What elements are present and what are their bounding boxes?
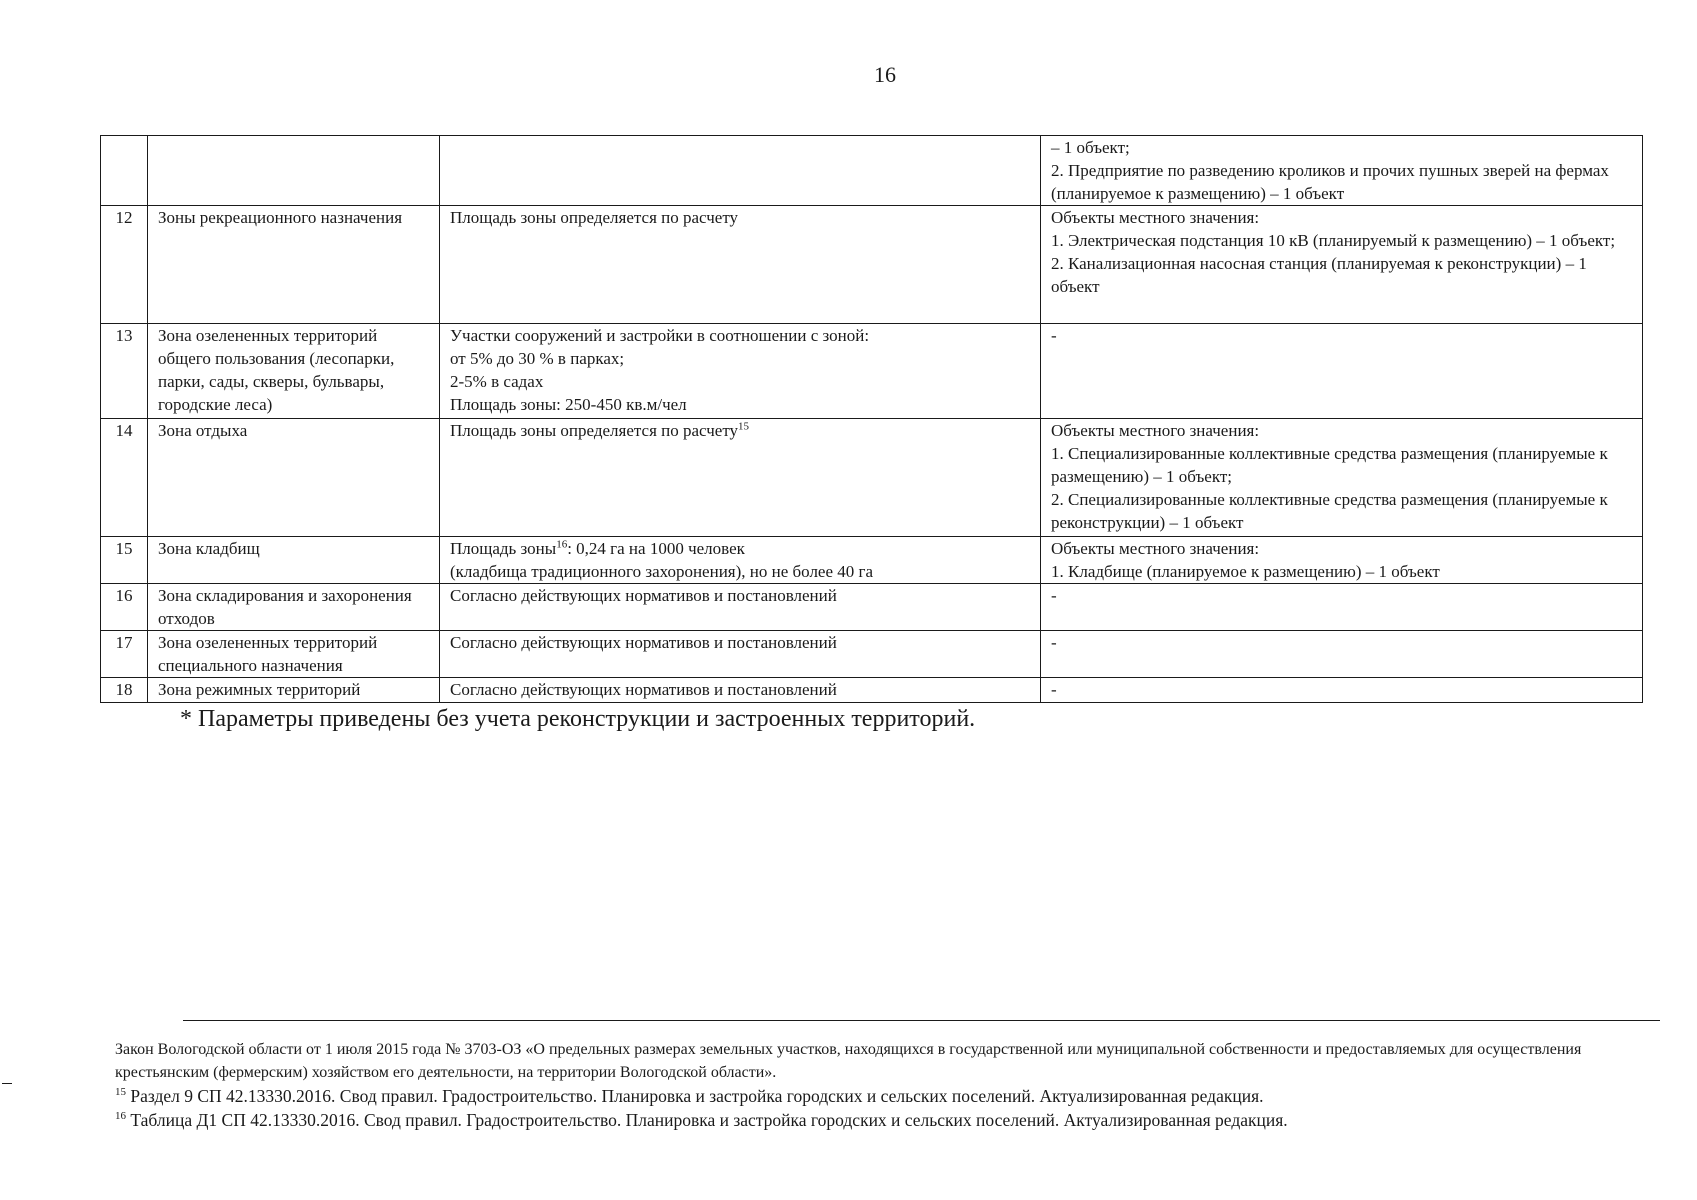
footnote-mark-15: 15 [115, 1086, 126, 1099]
footnote-separator [183, 1020, 1660, 1021]
cell-objects: – 1 объект; 2. Предприятие по разведению кроликов и прочих пушных зверей на фермах (планируемое к размещению) – 1 объект [1041, 136, 1643, 206]
cell-num: 14 [101, 419, 148, 537]
cell-params: Площадь зоны$^{16}$: 0,24 га на 1000 человек (кладбища традиционного захоронения), но не более 40 га [440, 537, 1041, 584]
footnotes [115, 1038, 1645, 1132]
cell-num [101, 136, 148, 206]
cell-objects: - [1041, 631, 1643, 678]
margin-mark [2, 1083, 12, 1084]
table-row-15 [101, 537, 1643, 584]
cell-params: Согласно действующих нормативов и постановлений [440, 678, 1041, 703]
footnote-law: Закон Вологодской области от 1 июля 2015 года № 3703-ОЗ «О предельных размерах земельных участков, находящихся в государственной или муниципальной собственности и предоставляемых для осуществления крестьянским (фермерским) хозяйством его деятельности, на территории Вологодской области». [115, 1041, 1582, 1081]
cell-params: Участки сооружений и застройки в соотношении с зоной: от 5% до 30 % в парках; 2-5% в садах Площадь зоны: 250-450 кв.м/чел [440, 324, 1041, 419]
cell-objects: Объекты местного значения: 1. Специализированные коллективные средства размещения (планируемые к размещению) – 1 объект; 2. Специализированные коллективные средства размещения (планируемые к реконструкции) – 1 объект [1041, 419, 1643, 537]
cell-zone: Зона кладбищ [148, 537, 440, 584]
cell-zone: Зона озелененных территорий специального назначения [148, 631, 440, 678]
footnote-mark-16: 16 [115, 1110, 126, 1123]
footnote-ref-16: 16 [556, 538, 568, 551]
table-row-12 [101, 206, 1643, 324]
zones-table [100, 135, 1643, 703]
cell-zone: Зона режимных территорий [148, 678, 440, 703]
footnote-16: $^{16}$ Таблица Д1 СП 42.13330.2016. Свод правил. Градостроительство. Планировка и застройка городских и сельских поселений. Актуализированная редакция. [115, 1110, 1288, 1130]
footnote-ref-15: 15 [738, 420, 750, 433]
cell-num: 13 [101, 324, 148, 419]
cell-num: 17 [101, 631, 148, 678]
cell-num: 15 [101, 537, 148, 584]
footnote-15: $^{15}$ Раздел 9 СП 42.13330.2016. Свод правил. Градостроительство. Планировка и застройка городских и сельских поселений. Актуализированная редакция. [115, 1086, 1264, 1106]
cell-params: Согласно действующих нормативов и постановлений [440, 584, 1041, 631]
table-row-continuation [101, 136, 1643, 206]
table-row-16 [101, 584, 1643, 631]
table-note: * Параметры приведены без учета реконструкции и застроенных территорий. [180, 706, 976, 732]
cell-num: 12 [101, 206, 148, 324]
cell-num: 16 [101, 584, 148, 631]
cell-zone: Зона озелененных территорий общего пользования (лесопарки, парки, сады, скверы, бульвары, городские леса) [148, 324, 440, 419]
cell-objects: - [1041, 678, 1643, 703]
cell-num: 18 [101, 678, 148, 703]
cell-zone: Зона отдыха [148, 419, 440, 537]
cell-params: Согласно действующих нормативов и постановлений [440, 631, 1041, 678]
cell-params: Площадь зоны определяется по расчету$^{15}$ [440, 419, 1041, 537]
cell-objects: - [1041, 324, 1643, 419]
cell-objects: Объекты местного значения: 1. Кладбище (планируемое к размещению) – 1 объект [1041, 537, 1643, 584]
table-row-14 [101, 419, 1643, 537]
table-row-13 [101, 324, 1643, 419]
table-row-17 [101, 631, 1643, 678]
cell-params: Площадь зоны определяется по расчету [440, 206, 1041, 324]
page-number: 16 [874, 62, 896, 87]
cell-zone: Зоны рекреационного назначения [148, 206, 440, 324]
cell-objects: Объекты местного значения: 1. Электрическая подстанция 10 кВ (планируемый к размещению) – 1 объект; 2. Канализационная насосная станция (планируемая к реконструкции) – 1 объект [1041, 206, 1643, 324]
cell-objects: - [1041, 584, 1643, 631]
cell-zone: Зона складирования и захоронения отходов [148, 584, 440, 631]
cell-zone [148, 136, 440, 206]
table-row-18 [101, 678, 1643, 703]
cell-params [440, 136, 1041, 206]
